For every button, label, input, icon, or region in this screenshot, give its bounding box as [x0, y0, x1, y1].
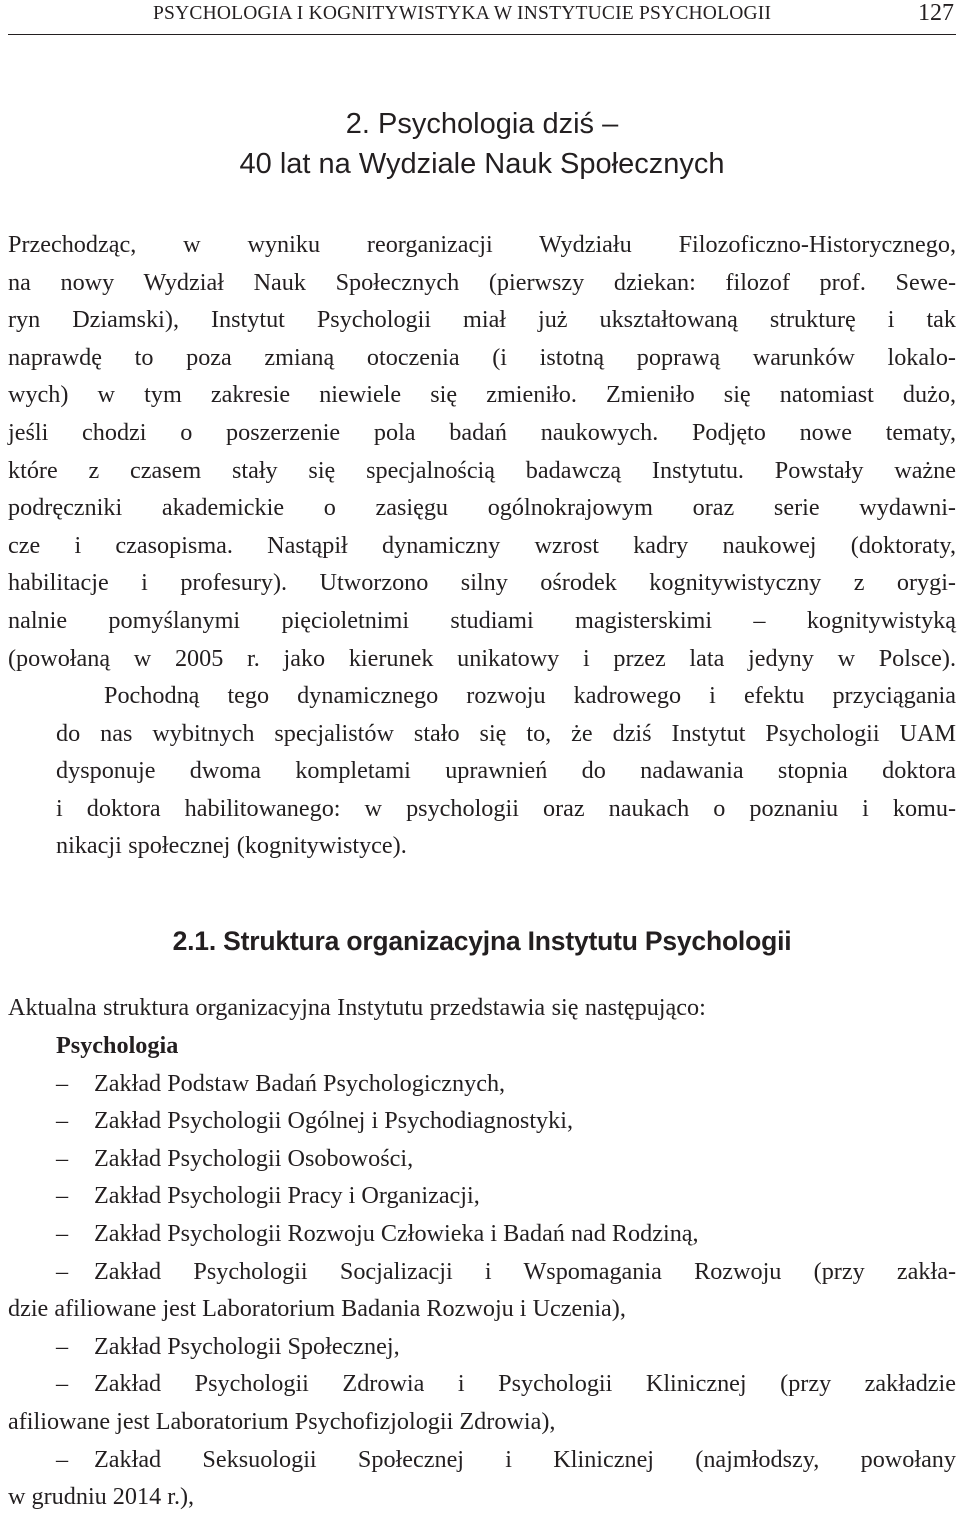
list-item [8, 1140, 956, 1178]
text-line: podręczniki akademickie o zasięgu ogólnokrajowym oraz serie wydawni- [8, 494, 956, 522]
list-item [8, 1102, 956, 1140]
list-item [8, 1328, 956, 1366]
list-item-text: Zakład Psychologii Rozwoju Człowieka i Badań nad Rodziną, [94, 1219, 699, 1247]
text-line: Pochodną tego dynamicznego rozwoju kadrowego i efektu przyciągania [104, 682, 956, 709]
text-line: na nowy Wydział Nauk Społecznych (pierwszy dziekan: filozof prof. Sewe- [8, 268, 956, 296]
list-group-heading: Psychologia [56, 1032, 179, 1059]
list-item-text: Zakład Seksuologii Społecznej i Klinicznej (najmłodszy, powołany [94, 1445, 956, 1473]
section-heading-line-1: 2. Psychologia dziś – [345, 108, 619, 140]
running-title: PSYCHOLOGIA I KOGNITYWISTYKA W INSTYTUCIE PSYCHOLOGII [153, 3, 772, 24]
text-line: Przechodząc, w wyniku reorganizacji Wydziału Filozoficzno-Historycznego, [8, 231, 956, 258]
dash-bullet: – [56, 1332, 69, 1360]
text-line: i doktora habilitowanego: w psychologii oraz naukach o poznaniu i komu- [56, 794, 956, 822]
list-item-text-continued: w grudniu 2014 r.), [8, 1483, 195, 1511]
text-line: naprawdę to poza zmianą otoczenia (i istotną poprawą warunków lokalo- [8, 343, 956, 371]
list-item-text: Zakład Psychologii Socjalizacji i Wspomagania Rozwoju (przy zakła- [94, 1257, 956, 1285]
dash-bullet: – [56, 1182, 69, 1210]
list-item-text-continued: dzie afiliowane jest Laboratorium Badania Rozwoju i Uczenia), [8, 1295, 626, 1323]
dash-bullet: – [56, 1370, 69, 1398]
text-line: jeśli chodzi o poszerzenie pola badań naukowych. Podjęto nowe tematy, [8, 418, 956, 446]
list-item-text: Zakład Psychologii Osobowości, [94, 1144, 414, 1172]
dash-bullet: – [56, 1069, 69, 1097]
list-item-text-continued: afiliowane jest Laboratorium Psychofizjologii Zdrowia), [8, 1407, 556, 1435]
dash-bullet: – [56, 1257, 69, 1285]
text-line: cze i czasopisma. Nastąpił dynamiczny wzrost kadry naukowej (doktoraty, [8, 531, 956, 559]
text-line: ryn Dziamski), Instytut Psychologii miał już ukształtowaną strukturę i tak [8, 306, 956, 334]
dash-bullet: – [56, 1445, 69, 1473]
list-item [8, 1065, 956, 1103]
text-line: (powołaną w 2005 r. jako kierunek unikatowy i przez lata jedyny w Polsce). [8, 644, 956, 672]
list-item-text: Zakład Psychologii Społecznej, [94, 1332, 400, 1360]
dash-bullet: – [56, 1144, 69, 1172]
list-item-text: Zakład Podstaw Badań Psychologicznych, [94, 1069, 506, 1097]
text-line: habilitacje i profesury). Utworzono silny ośrodek kognitywistyczny z orygi- [8, 569, 956, 597]
running-header [8, 0, 956, 35]
structure-intro [8, 989, 956, 1027]
text-line: nalnie pomyślanymi pięcioletnimi studiami magisterskimi – kognitywistyką [8, 606, 956, 634]
paragraph-2 [8, 677, 956, 865]
page-number: 127 [918, 0, 954, 26]
paragraph-1 [8, 226, 956, 677]
list-item-text: Zakład Psychologii Zdrowia i Psychologii Klinicznej (przy zakładzie [94, 1370, 956, 1398]
list-item [8, 1441, 956, 1516]
text-line: Aktualna struktura organizacyjna Instytutu przedstawia się następująco: [8, 994, 706, 1021]
text-line: które z czasem stały się specjalnością badawczą Instytutu. Powstały ważne [8, 456, 956, 484]
section-heading [8, 104, 956, 184]
list-item [8, 1215, 956, 1253]
text-line: nikacji społecznej (kognitywistyce). [56, 832, 407, 860]
subsection-heading: 2.1. Struktura organizacyjna Instytutu Psychologii [172, 926, 792, 956]
list-item-text: Zakład Psychologii Ogólnej i Psychodiagnostyki, [94, 1107, 574, 1135]
text-line: do nas wybitnych specjalistów stało się to, że dziś Instytut Psychologii UAM [56, 719, 956, 747]
list-item [8, 1365, 956, 1440]
department-list [8, 1027, 956, 1516]
dash-bullet: – [56, 1219, 69, 1247]
dash-bullet: – [56, 1107, 69, 1135]
text-line: dysponuje dwoma kompletami uprawnień do nadawania stopnia doktora [56, 757, 956, 785]
list-item [8, 1177, 956, 1215]
list-item-text: Zakład Psychologii Pracy i Organizacji, [94, 1182, 480, 1210]
text-line: wych) w tym zakresie niewiele się zmieniło. Zmieniło się natomiast dużo, [8, 381, 956, 409]
list-item [8, 1253, 956, 1328]
section-heading-line-2: 40 lat na Wydziale Nauk Społecznych [239, 148, 725, 180]
